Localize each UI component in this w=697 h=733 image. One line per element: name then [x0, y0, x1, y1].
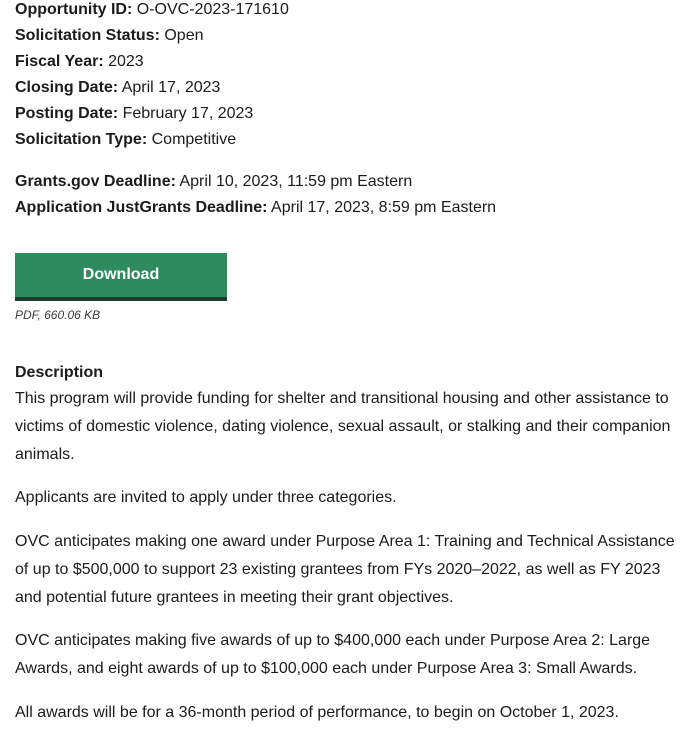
closing-date-label: Closing Date:	[15, 79, 119, 96]
solicitation-type-label: Solicitation Type:	[15, 131, 148, 148]
posting-date-label: Posting Date:	[15, 105, 119, 122]
description-paragraph: This program will provide funding for shelter and transitional housing and other assistance to victims of domestic violence, dating violence, sexual assault, or stalking and their companion animals.	[15, 390, 671, 463]
solicitation-type-row	[15, 130, 236, 150]
fiscal-year-label: Fiscal Year:	[15, 53, 104, 70]
grants-gov-deadline-value: April 10, 2023, 11:59 pm Eastern	[179, 173, 413, 190]
description-paragraph: OVC anticipates making one award under Purpose Area 1: Training and Technical Assistance of up to $500,000 to support 23 existing grantees from FYs 2020–2022, as well as FY 2023 and potential future grantees in meeting their grant objectives.	[15, 533, 675, 606]
fiscal-year-value: 2023	[108, 53, 144, 70]
download-button[interactable]: Download	[15, 253, 227, 301]
file-info: PDF, 660.06 KB	[15, 308, 101, 322]
opportunity-id-value: O-OVC-2023-171610	[136, 1, 289, 18]
solicitation-type-value: Competitive	[151, 131, 237, 148]
description-paragraph: OVC anticipates making five awards of up to $400,000 each under Purpose Area 2: Large Awards, and eight awards of up to $100,000 each under Purpose Area 3: Small Awards.	[15, 632, 651, 677]
solicitation-status-row	[15, 26, 204, 46]
justgrants-deadline-row	[15, 198, 496, 218]
justgrants-deadline-label: Application JustGrants Deadline:	[15, 199, 268, 216]
fiscal-year-row	[15, 52, 144, 72]
description-paragraph: Applicants are invited to apply under three categories.	[15, 489, 397, 506]
opportunity-id-row	[15, 0, 289, 20]
closing-date-value: April 17, 2023	[121, 79, 221, 96]
justgrants-deadline-value: April 17, 2023, 8:59 pm Eastern	[271, 199, 497, 216]
description-paragraph: All awards will be for a 36-month period of performance, to begin on October 1, 2023.	[15, 704, 619, 721]
closing-date-row	[15, 78, 220, 98]
grants-gov-deadline-label: Grants.gov Deadline:	[15, 173, 176, 190]
description-heading: Description	[15, 364, 104, 381]
opportunity-id-label: Opportunity ID:	[15, 1, 133, 18]
solicitation-status-value: Open	[164, 27, 204, 44]
posting-date-value: February 17, 2023	[122, 105, 254, 122]
solicitation-status-label: Solicitation Status:	[15, 27, 160, 44]
posting-date-row	[15, 104, 253, 124]
grants-gov-deadline-row	[15, 172, 412, 192]
